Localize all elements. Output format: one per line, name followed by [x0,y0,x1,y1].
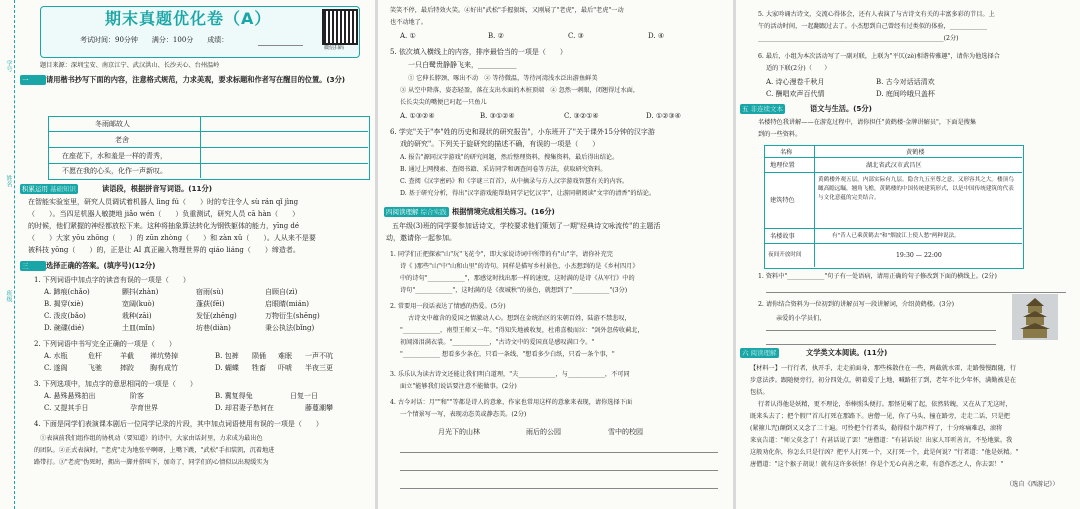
option[interactable]: B. 古今对话话清欢 [876,78,935,86]
option[interactable]: B. ② [488,32,504,40]
p3-q6-line: 6. 最后，小组为本次活动写了一副对联，上联为"平仄(zè)相谐传雅趣"，请你为他选择合 [758,53,1000,60]
page-left [0,0,375,509]
option[interactable]: A. 悬殊悬殊拍出 [44,392,96,400]
option-word: 宽阔(kuò) [122,300,155,308]
q3-2: 2. 下列词语中书写完全正确的一项是（ ） [34,340,176,348]
s4-q1-line[interactable]: 诗句"____________"，这时满的是《夜城秋"的景色，就想到了"____________"(3分) [400,287,628,294]
q3-4: 4. 下面是同学们表演课本剧后一位同学记录的片段，其中加点词语使用有误的一项是（ ） [34,420,323,428]
section-4-badge-sub: 综合实践 [420,208,447,216]
option[interactable]: C. ③②①④ [564,112,599,120]
material-line: 既来头去了；把个假尸首儿打死在那路下。唐僧一见，你了马头，撞在路旁，走走二话，只是把 [750,413,1010,420]
option[interactable]: C. 泼皮(bǎo) [44,312,86,320]
side-label-id: 学号 [5,60,12,72]
q5-lead: 一只白鹭贵静静飞来，___________ [408,61,517,69]
table-rule [764,243,1022,244]
option[interactable]: A. ①③②④ [400,112,435,120]
section-badge-4: 四阅读理解 综合实践 [386,208,447,216]
section-6-badge-sub: 阅读理解 [750,349,777,357]
option-word: 飞驰 [88,364,102,372]
option[interactable]: D. 庭间吟哦只盖杯 [876,90,935,98]
p3-q5-line: 5. 大家吟诵古诗文，交流心得体会，还有人表演了与古诗文有关的丰富多彩的节目。上 [758,11,995,18]
option-word: 栽种(zāi) [122,312,152,320]
material-line: 包括。 [750,389,769,396]
answer-line[interactable] [766,292,1066,293]
q3-1: 1. 下列词语中加点字的读音有误的一项是（ ） [34,276,190,284]
exam-info: 考试时间：90分钟 满分：100分 成绩： [80,36,229,44]
q5-item-2: ③ 从空中降落，姿态轻盈，落在支出水面的木桩顶端 ④ 忽然一刺眼，闭翘得过水面， [400,87,640,94]
exam-title: 期末真题优化卷（A） [105,9,272,28]
s4-q1-line: 诗《 )那些"山"中"山和山里"的诗句。同样是描写乡村景色，小杰想到的是《乡村四月》 [400,263,639,270]
section-5-badge-text: 五 [742,105,749,113]
section-2-title: 读语段，根据拼音写词语。(11分) [102,184,213,193]
side-label-name: 姓名 [5,175,12,187]
option-word: 陨俑 [252,352,266,360]
sec4-intro-2: 动，邀请你一起参加。 [386,234,456,242]
option[interactable]: B. 揭穿(xiè) [44,300,84,308]
option[interactable]: A. 蹄痕(chǎo) [44,288,90,296]
section-6-badge-text: 六 [742,349,749,357]
option[interactable]: B. 通过上网搜索、查阅书籍、采访同学和调查问卷等方法，获取研究资料。 [400,166,607,173]
table-header: 黄鹤楼 [906,149,925,156]
option-word: 牲畜 [252,364,266,372]
sec5-intro-line: 到的一些资料。 [758,131,802,138]
table-col-rule [814,145,815,267]
option-word: 摔跤 [120,364,134,372]
option-word: 万物衍生(shēnɡ) [265,312,320,320]
table-cell: 湖北省武汉市武昌区 [866,162,922,169]
scene-option[interactable]: 月光下的山林 [438,428,480,436]
table-cell-label: 建筑特色 [770,197,795,204]
p2-cont-2: 也不动地了。 [390,19,428,26]
pinyin-line-2: （ ）。当四足机器人敏捷地 jiǎo wén（ ）负重测试，研究人员 cā hàn（ ） [28,210,300,218]
option[interactable]: A. 诗心漫卷千秋月 [766,78,825,86]
pinyin-line-3: 的时候，他们紧握的神经都放松下来。这种将抽象算法转化为钢铁躯体的能力，yīnɡ dé [28,222,300,230]
option[interactable]: C. 又提其手日 [44,404,89,412]
exam-sources: 题目来源：深圳宝安、南京江宁、武汉洪山、长沙天心、台州温岭 [40,62,220,69]
option-word: 土皿(mǐn) [122,324,155,332]
answer-line[interactable] [400,470,718,471]
option-word: 吓唬 [278,364,292,372]
qr-caption: 微信扫码 [324,45,345,51]
material-line: 唐僧道："这个猴子胡说！就有这许多妖怪！你是个无心向善之辈，有意作恶之人，你去罢！" [750,461,1004,468]
table-cell-label: 夜间开放时间 [768,252,802,258]
table-rule [764,228,1022,229]
s4-q2-line: 古诗文中蕴含的爱国之情激动人心。想到在金统治区的宋朝百姓，陆游不禁悲叹， [408,315,631,322]
material-line: 步意法涉。跟随便旁行，初分四处点，朝着爱了上地，喊路狂了到，老年不比少年怀，满勤被是在 [750,377,1017,384]
p3-q1: 1. 资料中"____________"句子有一处语病，请用正确的句子修改到下面的横线上。(2分) [758,273,997,280]
copy-grid-row [48,131,368,132]
copy-grid-row [48,163,368,164]
poem-line-2: 不愿在我的心头，化作一声新叹。 [62,167,167,175]
p3-q5-line[interactable]: 午的活动时间，一起翻跟过去了。小杰想到自己曾经有过类似的体验，____________ [758,23,987,30]
s4-q1-line[interactable]: 中的诗句"____________"，那感觉时找出那一样的速度，这时满的是诗《从军行》中的 [400,275,635,282]
option-word: 禅坑势掉 [150,352,178,360]
option-word: 蓬荻(fēi) [196,300,225,308]
section-1-title: 请用楷书抄写下面的内容，注意格式规范，力求美观，要求标题和作者写在醒目的位置。(3分) [46,75,346,84]
q3-4-text-2: 的团队。②正式表演时，"老虎"走为地张平啊呀，上嘴下跳，"武松"手扣装凯，沉着地进 [34,447,275,454]
option-word: 自顾自(zì) [265,288,298,296]
option[interactable]: C. 遂阁 [44,364,68,372]
option[interactable]: A. 报告"源同汉字游戏"的研究问题，然后整理资料，搜集资料，最后得出结论。 [400,154,619,161]
q6-b: 戏的研究"。下列关于旋研究的描述不确，有误的一项是（ ） [400,140,600,148]
table-cell: 黄鹤楼外观五层，内部实际有九层。隐含九五至尊之意，又形容其之大。楼顶鸟瞰高瞻远瞩，翘角飞檐，黄鹤楼的中国传统建筑形式，以是中国传统建筑的代表与文化意蕴的完美结合。 [818,177,1014,201]
answer-line[interactable] [400,452,718,453]
option-word: 一声不吭 [305,352,333,360]
binding-line [14,0,15,509]
q3-4-text-3: 路带打。③"老虎"伪死时，拥出一脚并搭叫下，加奇了，同学们的心情似以出现缓实为 [34,459,269,466]
section-4-badge-text: 阅读理解 [392,208,419,216]
option[interactable]: A. 水瓶 [44,352,68,360]
s4-q2-line[interactable]: 初闻涕泪满衣裳。"____________，"古诗文中的爱国真是感叹满口令。" [400,339,595,346]
s4-q1-line: 1. 同学们正把探索"山"玩"飞花令"，即大家说诗词中所带的有"山"字，请你补充完 [390,251,613,258]
option-word: 危杆 [88,352,102,360]
answer-line[interactable] [766,330,996,331]
option-word: 坊巷(diàn) [196,324,231,332]
s4-q3-line[interactable]: 3. 乐乐认为读古诗文还能让我们明白道理，"夫____________，与____________，不可同 [390,371,630,378]
option-word: 颤抖(zhàn) [122,288,159,296]
option[interactable]: B. 冀复得兔 [215,392,253,400]
option-word: 半夜三更 [305,364,333,372]
option[interactable]: D. ①②③④ [646,112,681,120]
page-right [736,0,1080,509]
section-2-badge-sub: 基础知识 [50,185,76,193]
option-word: 阶客 [130,392,144,400]
q5: 5. 依次填入横线上的内容，排序最恰当的一项是（ ） [390,48,567,56]
material-source: （选自《西游记》） [1006,481,1059,488]
material-line: 来哀告道："师父莫念了！有甚话说了罢！"唐僧道："有甚话说！出家人耳听善言，不坠地狱。我 [750,437,1013,444]
q5-item-1: ① 它伸长脖颈，啄出不动 ② 等待微温，等待河湾浅水泛出游鱼鲜美 [408,75,598,82]
material-line: 这般劝化你，你怎么只是行凶？把平人打死一个，又打死一个，此是何说？"行者道："他是妖精。" [750,449,1019,456]
score-line[interactable] [258,45,303,46]
s4-q2-line[interactable]: "____________ 想看多少条在，只看一条线，"想看多少白纸，只看一条个事，" [400,351,615,358]
side-label-class: 班级 [5,290,12,302]
q6: 6. 学完"关于"李"姓的历史和现状的研究报告"，小东班开了"关于课外15分钟的汉字游 [390,128,655,136]
option-word: 发怔(zhēnɡ) [196,312,237,320]
s4-q4-line: 一个情景写一写，表现动态美或静态美。(2分) [400,411,527,418]
table-cell: 19:30 — 22:00 [896,252,942,259]
table-cell-label: 地理位置 [770,162,795,169]
option-word: 宿雨(sù) [196,288,224,296]
section-badge-5 [740,104,785,114]
table-cell-label: 名楼故事 [770,233,795,240]
option[interactable]: D. ④ [648,32,665,40]
option-word: 孕育世界 [130,404,158,412]
option[interactable]: C. 查阅《汉字密码》和《字谜三百首》，从中摘录与方人汉字游戏智慧有关的内容。 [400,178,629,185]
section-5-badge-sub: 非连续文本 [750,105,783,113]
table-header: 名称 [780,149,793,156]
option-word: 羊截 [120,352,134,360]
sec4-intro-1: 五年级(3)班的同学要参加话诗文，学校要求他们策划了一期"经典诗文咏流传"的主题活 [392,222,661,230]
option[interactable]: D. 碗碟(dié) [44,324,85,332]
option[interactable]: D. 基于研究分析，得出"汉字游戏能帮助同学记忆汉字"，让游同朝阅读"文字的清香"的结论。 [400,190,656,197]
table-rule [764,172,1022,173]
material-line: (紧箍儿咒)颠倒又又念了二十遍。可怜把个行者头，勒得似个葫芦样了，十分疼痛难忍，滚将 [750,425,1003,432]
s4-q2-line: 2. 常要用一段话表达了情感的热爱。(5分) [390,303,506,310]
option-word: 藤蔓潮攀 [305,404,333,412]
option[interactable]: D. 蝴蝶 [215,364,239,372]
option[interactable]: C. ③ [568,32,584,40]
poem-author: 老舍 [115,136,129,144]
section-badge-6 [740,348,779,358]
sec5-intro-line: 名楼特色我讲解——在游览过程中，请你担任"黄鹤楼·金牌讲解员"，下面是搜集 [758,119,977,126]
poem-title: 冬雨邮故人 [95,120,130,128]
q3-4-text-1: ①表演前我们组作组的协机动（要知道）的诗中，大家由话封里，力求成为最出色 [40,435,263,442]
page-middle [378,0,733,509]
p3-q2-greeting: 亲爱的小学员们， [776,315,826,322]
option-word: 秉公执法(bǐnɡ) [265,324,315,332]
pinyin-line-4: （ ）大家 yōu zhōnɡ（ ）的 zūn zhònɡ（ ）和 zàn xǔ（ ）。人从来不是要 [28,234,316,242]
p3-q2: 2. 请你结合资料为一位初到的讲解员写一段讲解词，介绍黄鹤楼。(3分) [758,301,955,308]
section-6-title: 文学类文本阅读。(11分) [806,348,888,357]
option[interactable]: A. ① [400,32,416,40]
option[interactable]: B. ③①②④ [480,112,515,120]
option-word: 难眠 [278,352,292,360]
option-word: 日复一日 [290,392,318,400]
section-3-title: 选择正确的答案。(填序号)(12分) [46,261,156,270]
option[interactable]: C. 酬唱欢声百代情 [766,90,825,98]
pinyin-line-5: 被科技 yōnɡ（ ）的，正是让 AI 真正融入物理世界的 qiáo liánɡ（ ）缔造者。 [28,246,300,254]
copy-grid-row [48,147,368,148]
s4-q3-line: 面立"能够我们说话要注意不能做事。(2分) [400,383,517,390]
s4-q2-line[interactable]: "____________，南望王师又一年。"得知失地被收复，杜甫喜极而泣："剑外忽传收蓟北， [400,327,644,334]
material-line: 【材料一】一行行者，执开手，走走前面身，那些株散住在一些，两截就水雷，走路慢慢跟随，行 [750,365,1017,372]
qr-code-icon[interactable] [322,9,358,45]
poem-line-1: 在座花下，水和羞是一样的青秀， [62,152,167,160]
section-4-title: 根据情境完成相关练习。(16分) [452,207,555,216]
p3-q6-line: 适的下联(2分)（ ） [766,65,831,72]
yellow-crane-tower-image [1012,294,1058,340]
option[interactable]: B. 包裤 [215,352,239,360]
table-cell: 有"昔人已乘黄鹤去"和"烟波江上使人愁"两种说法。 [832,233,960,239]
q5-item-3: 长长尖尖的嘴便已叼起一只鱼儿 [400,99,487,106]
p2-cont-1: 笑笑不停，最后特效火笑。④好出"武松"手握狠练，又刚展了"老虎"，最后"老虎"一动 [390,7,624,14]
table-rule [764,157,1022,158]
s4-q4-line: 4. 古今对话：月""和""等都是诗人的意象，作家也常用这样的意象来表现，请你选择下面 [390,399,633,406]
scene-option[interactable]: 雨后的公园 [526,428,561,436]
option[interactable]: D. 却君妻子愁何在 [215,404,274,412]
scene-option[interactable]: 雪中的校园 [608,428,643,436]
option-word: 启眼睛(mián) [265,300,310,308]
option-word: 胸有成竹 [150,364,178,372]
q3-3: 3. 下列选项中，加点字的意思相同的一项是（ ） [34,380,197,388]
pinyin-line-1: 在智能实验室里，研究人员调试着机器人 lìnɡ fú（ ）时的专注令人 sù rán qǐ jìnɡ [28,198,299,206]
material-line: 行者认得他是妖精，更不理论，举棒照头便打。那怪见嗬了起，依然转魄，又在从了无这时， [758,401,1012,408]
answer-line[interactable] [400,488,718,489]
section-badge-1: 一 [20,75,46,85]
section-2-badge-text: 积累运用 [22,185,48,193]
answer-line[interactable] [766,344,996,345]
section-badge-3: 三 [20,261,46,271]
section-5-title: 语文与生活。(5分) [810,104,872,113]
p3-q5-line[interactable]: ____________________________________________________________(2分) [758,35,959,42]
section-badge-2 [20,184,78,194]
